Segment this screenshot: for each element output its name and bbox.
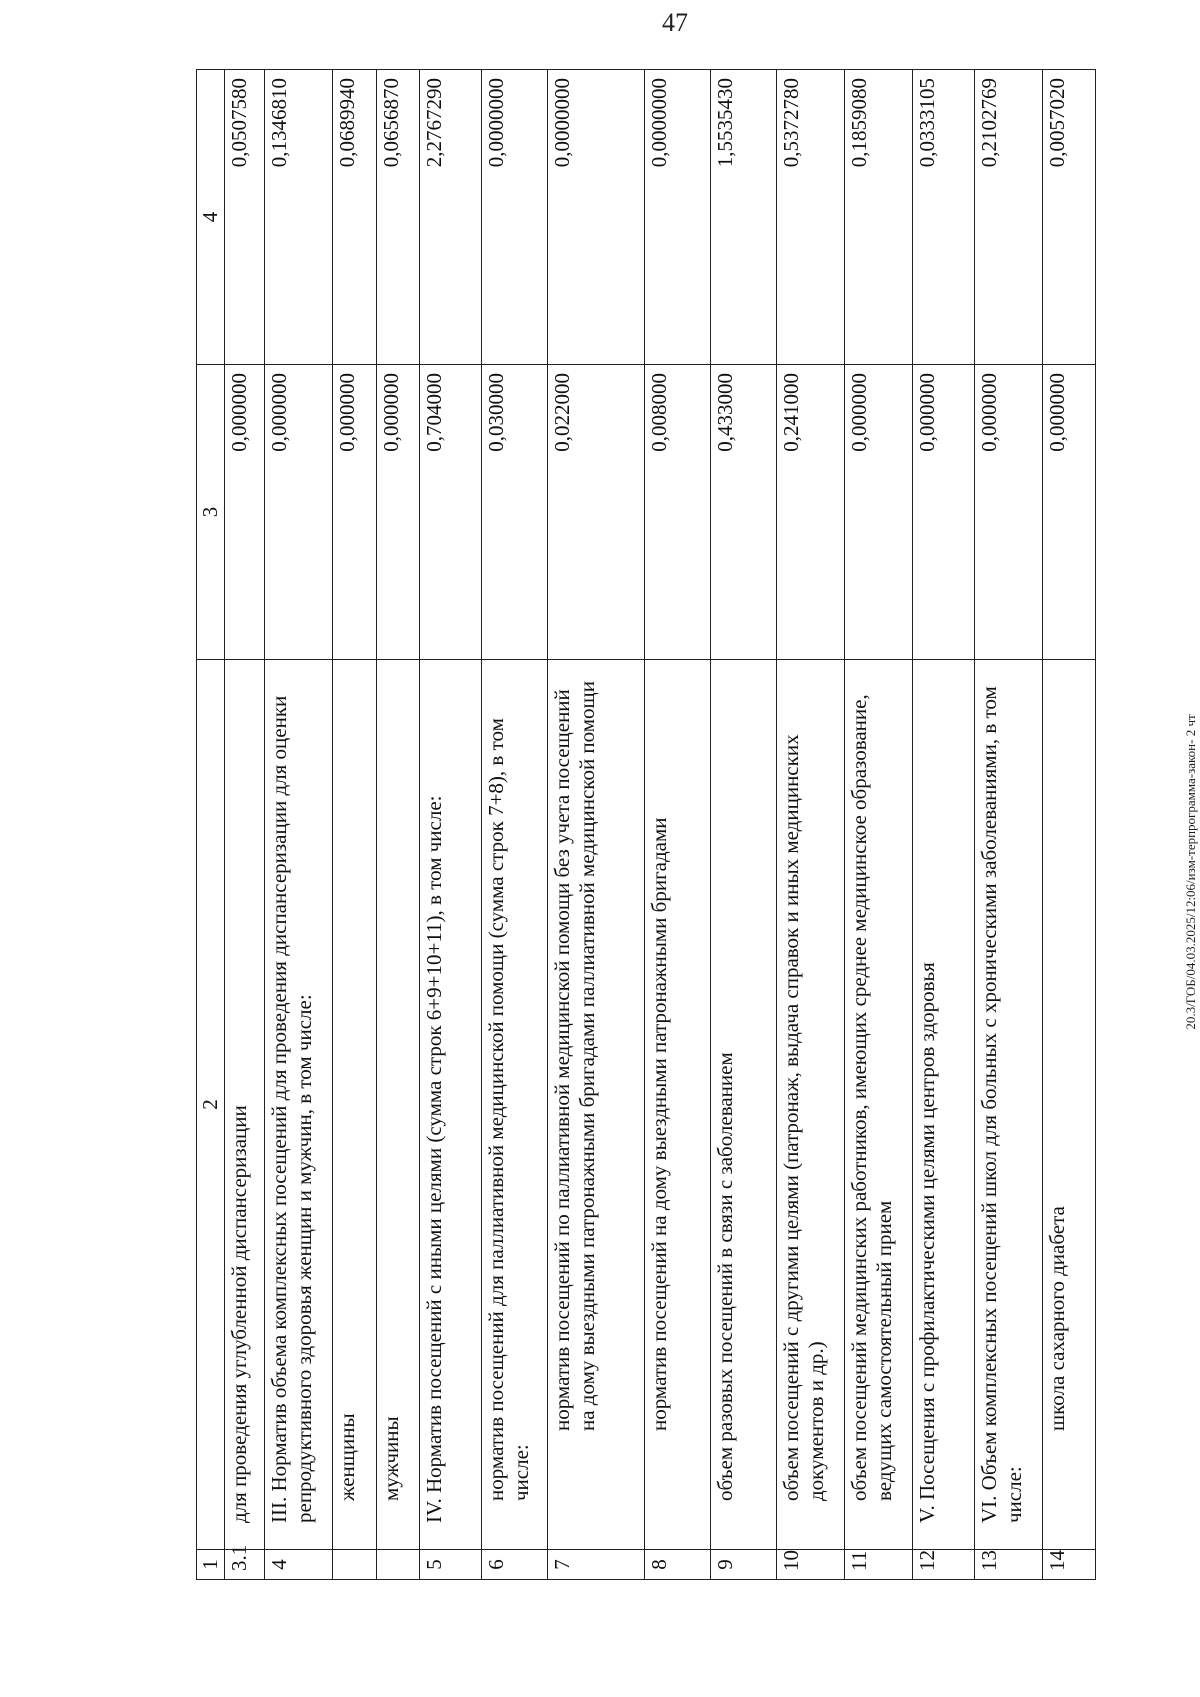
table-row [265,70,333,1580]
row-col3-value: 0,433000 [711,365,777,660]
row-number: 13 [974,1550,1042,1580]
row-col4-value: 0,0689940 [333,70,377,365]
header-col-1: 1 [197,1550,225,1580]
row-col3-value: 0,000000 [333,365,377,660]
row-col4-value: 0,0000000 [481,70,547,365]
table-row [420,70,482,1580]
row-col4-value: 2,2767290 [420,70,482,365]
row-text: норматив посещений для паллиативной медицинской помощи (сумма строк 7+8), в том числе: [481,660,547,1550]
row-text: объем посещений с другими целями (патронаж, выдача справок и иных медицинских документов и др.) [777,660,845,1550]
row-number: 12 [913,1550,975,1580]
table-row [777,70,845,1580]
row-col4-value: 1,5535430 [711,70,777,365]
row-number: 10 [777,1550,845,1580]
row-text: объем посещений медицинских работников, имеющих среднее медицинское образование, ведущих самостоятельный прием [845,660,913,1550]
row-col4-value: 0,0057020 [1042,70,1095,365]
row-col4-value: 0,1346810 [265,70,333,365]
row-text: IV. Норматив посещений с иными целями (сумма строк 6+9+10+11), в том числе: [420,660,482,1550]
row-number: 3.1 [224,1550,264,1580]
norms-table [196,69,1096,1580]
row-number: 9 [711,1550,777,1580]
row-col3-value: 0,241000 [777,365,845,660]
row-col4-value: 0,2102769 [974,70,1042,365]
row-number [333,1550,377,1580]
row-col3-value: 0,022000 [547,365,645,660]
table-row [547,70,645,1580]
row-col4-value: 0,0656870 [376,70,420,365]
row-col4-value: 0,0333105 [913,70,975,365]
row-text: школа сахарного диабета [1042,660,1095,1550]
row-col3-value: 0,000000 [913,365,975,660]
row-text: VI. Объем комплексных посещений школ для больных с хроническими заболеваниями, в том числе: [974,660,1042,1550]
row-number: 6 [481,1550,547,1580]
table-container [196,70,1096,1580]
row-number: 4 [265,1550,333,1580]
row-col3-value: 0,008000 [645,365,711,660]
row-text: мужчины [376,660,420,1550]
row-text: женщины [333,660,377,1550]
row-col3-value: 0,000000 [376,365,420,660]
rotated-table [196,70,1096,1580]
table-header-row [197,70,225,1580]
row-text: III. Норматив объема комплексных посещений для проведения диспансеризации для оценки репродуктивного здоровья женщин и мужчин, в том числе: [265,660,333,1550]
table-row [845,70,913,1580]
row-number [376,1550,420,1580]
row-col3-value: 0,030000 [481,365,547,660]
document-code-text: 20.3/ГОБ/04.03.2025/12:06/изм-терпрограмма-закон- 2 чт [1183,714,1198,1030]
row-col3-value: 0,000000 [1042,365,1095,660]
table-row [711,70,777,1580]
row-col4-value: 0,0000000 [645,70,711,365]
table-row [481,70,547,1580]
row-number: 14 [1042,1550,1095,1580]
table-row [1042,70,1095,1580]
table-row [376,70,420,1580]
row-text: V. Посещения с профилактическими целями центров здоровья [913,660,975,1550]
header-col-4: 4 [197,70,225,365]
header-col-3: 3 [197,365,225,660]
row-number: 8 [645,1550,711,1580]
row-number: 7 [547,1550,645,1580]
row-col4-value: 0,5372780 [777,70,845,365]
table-row [333,70,377,1580]
table-row [224,70,264,1580]
row-col3-value: 0,000000 [974,365,1042,660]
row-text: объем разовых посещений в связи с заболеванием [711,660,777,1550]
page-number: 47 [662,8,688,37]
row-text: норматив посещений на дому выездными патронажными бригадами [645,660,711,1550]
row-col3-value: 0,704000 [420,365,482,660]
row-number: 11 [845,1550,913,1580]
row-col3-value: 0,000000 [845,365,913,660]
row-col4-value: 0,0000000 [547,70,645,365]
row-col3-value: 0,000000 [224,365,264,660]
row-number: 5 [420,1550,482,1580]
row-text: для проведения углубленной диспансеризации [224,660,264,1550]
table-row [645,70,711,1580]
row-col4-value: 0,1859080 [845,70,913,365]
row-col4-value: 0,0507580 [224,70,264,365]
table-row [974,70,1042,1580]
table-row [913,70,975,1580]
header-col-2: 2 [197,660,225,1550]
row-text: норматив посещений по паллиативной медицинской помощи без учета посещений на дому выездными патронажными бригадами паллиативной медицинской помощи [547,660,645,1550]
row-col3-value: 0,000000 [265,365,333,660]
